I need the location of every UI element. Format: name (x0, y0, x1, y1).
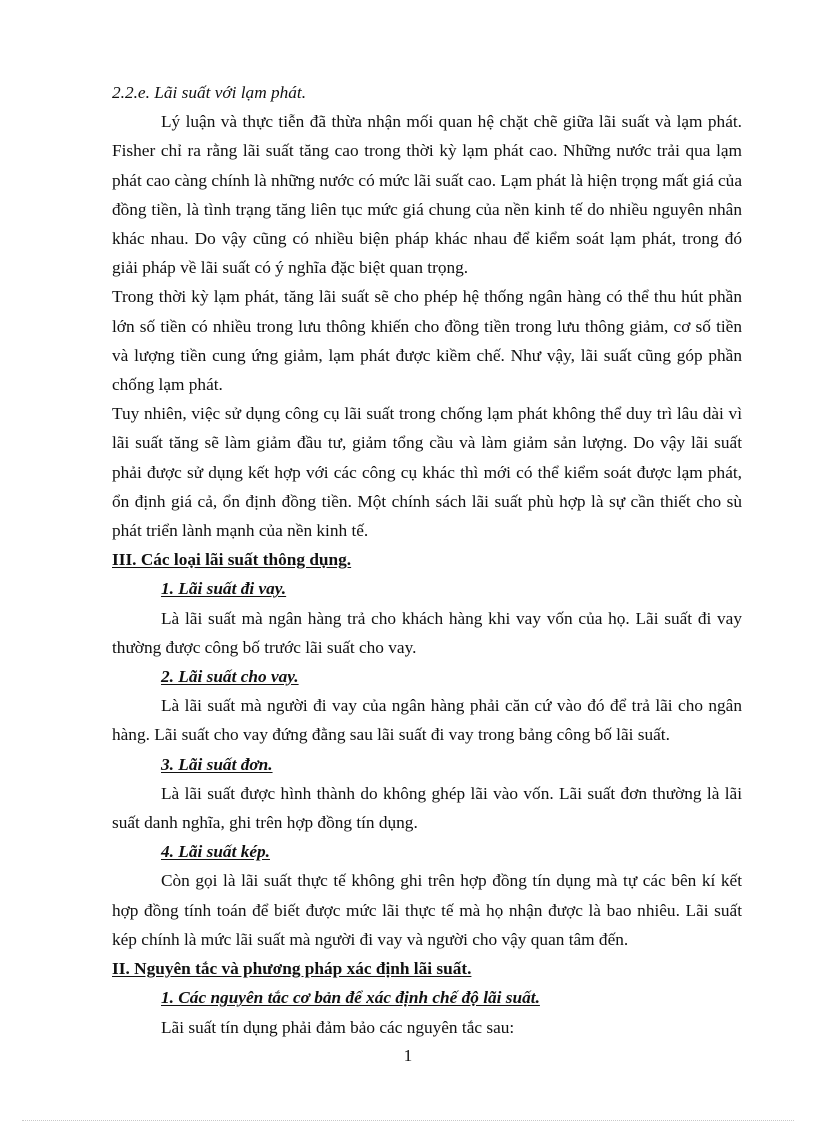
subheading-borrowing-rate: 1. Lãi suất đi vay. (161, 579, 287, 599)
document-page (112, 78, 742, 1042)
subheading-compound-rate: 4. Lãi suất kép. (161, 842, 270, 862)
paragraph-interest-tools: Tuy nhiên, việc sử dụng công cụ lãi suất trong chống lạm phát không thể duy trì lâu dài vì lãi suất tăng sẽ làm giảm đầu tư, giảm tổng cầu và làm giảm sản lượng. Do vậy lãi suất phải được sử dụng kết hợp với các công cụ khác thì mới có thể kiểm soát được lạm phát, ổn định giá cả, ổn định đồng tiền. Một chính sách lãi suất phù hợp là sự cần thiết cho sù phát triển lành mạnh của nền kinh tế. (112, 404, 742, 541)
page-number: 1 (403, 1046, 413, 1065)
subheading-lending-rate: 2. Lãi suất cho vay. (161, 667, 299, 687)
subheading-principles: 1. Các nguyên tắc cơ bản để xác định chế độ lãi suất. (161, 988, 540, 1008)
page-bottom-divider (22, 1120, 794, 1121)
section-title-2-2-e: 2.2.e. Lãi suất với lạm phát. (112, 83, 307, 102)
paragraph-compound-rate: Còn gọi là lãi suất thực tế không ghi trên hợp đồng tín dụng mà tự các bên kí kết hợp đồng tính toán để biết được mức lãi thực tế mà họ nhận được là bao nhiêu. Lãi suất kép chính là mức lãi suất mà người đi vay và người cho vậy quan tâm đến. (112, 871, 742, 949)
heading-section-II: II. Nguyên tắc và phương pháp xác định lãi suất. (112, 959, 472, 979)
paragraph-lending-rate: Là lãi suất mà người đi vay của ngân hàng phải căn cứ vào đó để trả lãi cho ngân hàng. Lãi suất cho vay đứng đằng sau lãi suất đi vay trong bảng công bố lãi suất. (112, 696, 742, 745)
paragraph-fisher: Lý luận và thực tiễn đã thừa nhận mối quan hệ chặt chẽ giữa lãi suất và lạm phát. Fisher chỉ ra rằng lãi suất tăng cao trong thời kỳ lạm phát cao. Những nước trải qua lạm phát cao càng chính là những nước có mức lãi suất cao. Lạm phát là hiện trọng mất giá của đồng tiền, là tình trạng tăng liên tục mức giá chung của nền kinh tế do nhiều nguyên nhân khác nhau. Do vậy cũng có nhiều biện pháp khác nhau để kiểm soát lạm phát, trong đó giải pháp về lãi suất có ý nghĩa đặc biệt quan trọng. (112, 112, 742, 278)
heading-section-III: III. Các loại lãi suất thông dụng. (112, 550, 352, 570)
subheading-simple-rate: 3. Lãi suất đơn. (161, 754, 273, 774)
paragraph-borrowing-rate: Là lãi suất mà ngân hàng trả cho khách hàng khi vay vốn của họ. Lãi suất đi vay thường được công bố trước lãi suất cho vay. (112, 608, 742, 657)
paragraph-principles: Lãi suất tín dụng phải đảm bảo các nguyên tắc sau: (161, 1017, 515, 1037)
paragraph-simple-rate: Là lãi suất được hình thành do không ghép lãi vào vốn. Lãi suất đơn thường là lãi suất danh nghĩa, ghi trên hợp đồng tín dụng. (112, 783, 742, 833)
paragraph-inflation-rates: Trong thời kỳ lạm phát, tăng lãi suất sẽ cho phép hệ thống ngân hàng có thể thu hút phần lớn số tiền có nhiều trong lưu thông khiến cho đồng tiền trong lưu thông giảm, cơ số tiền và lượng tiền cung ứng giảm, lạm phát được kiềm chế. Như vậy, lãi suất cũng góp phần chống lạm phát. (112, 287, 742, 395)
